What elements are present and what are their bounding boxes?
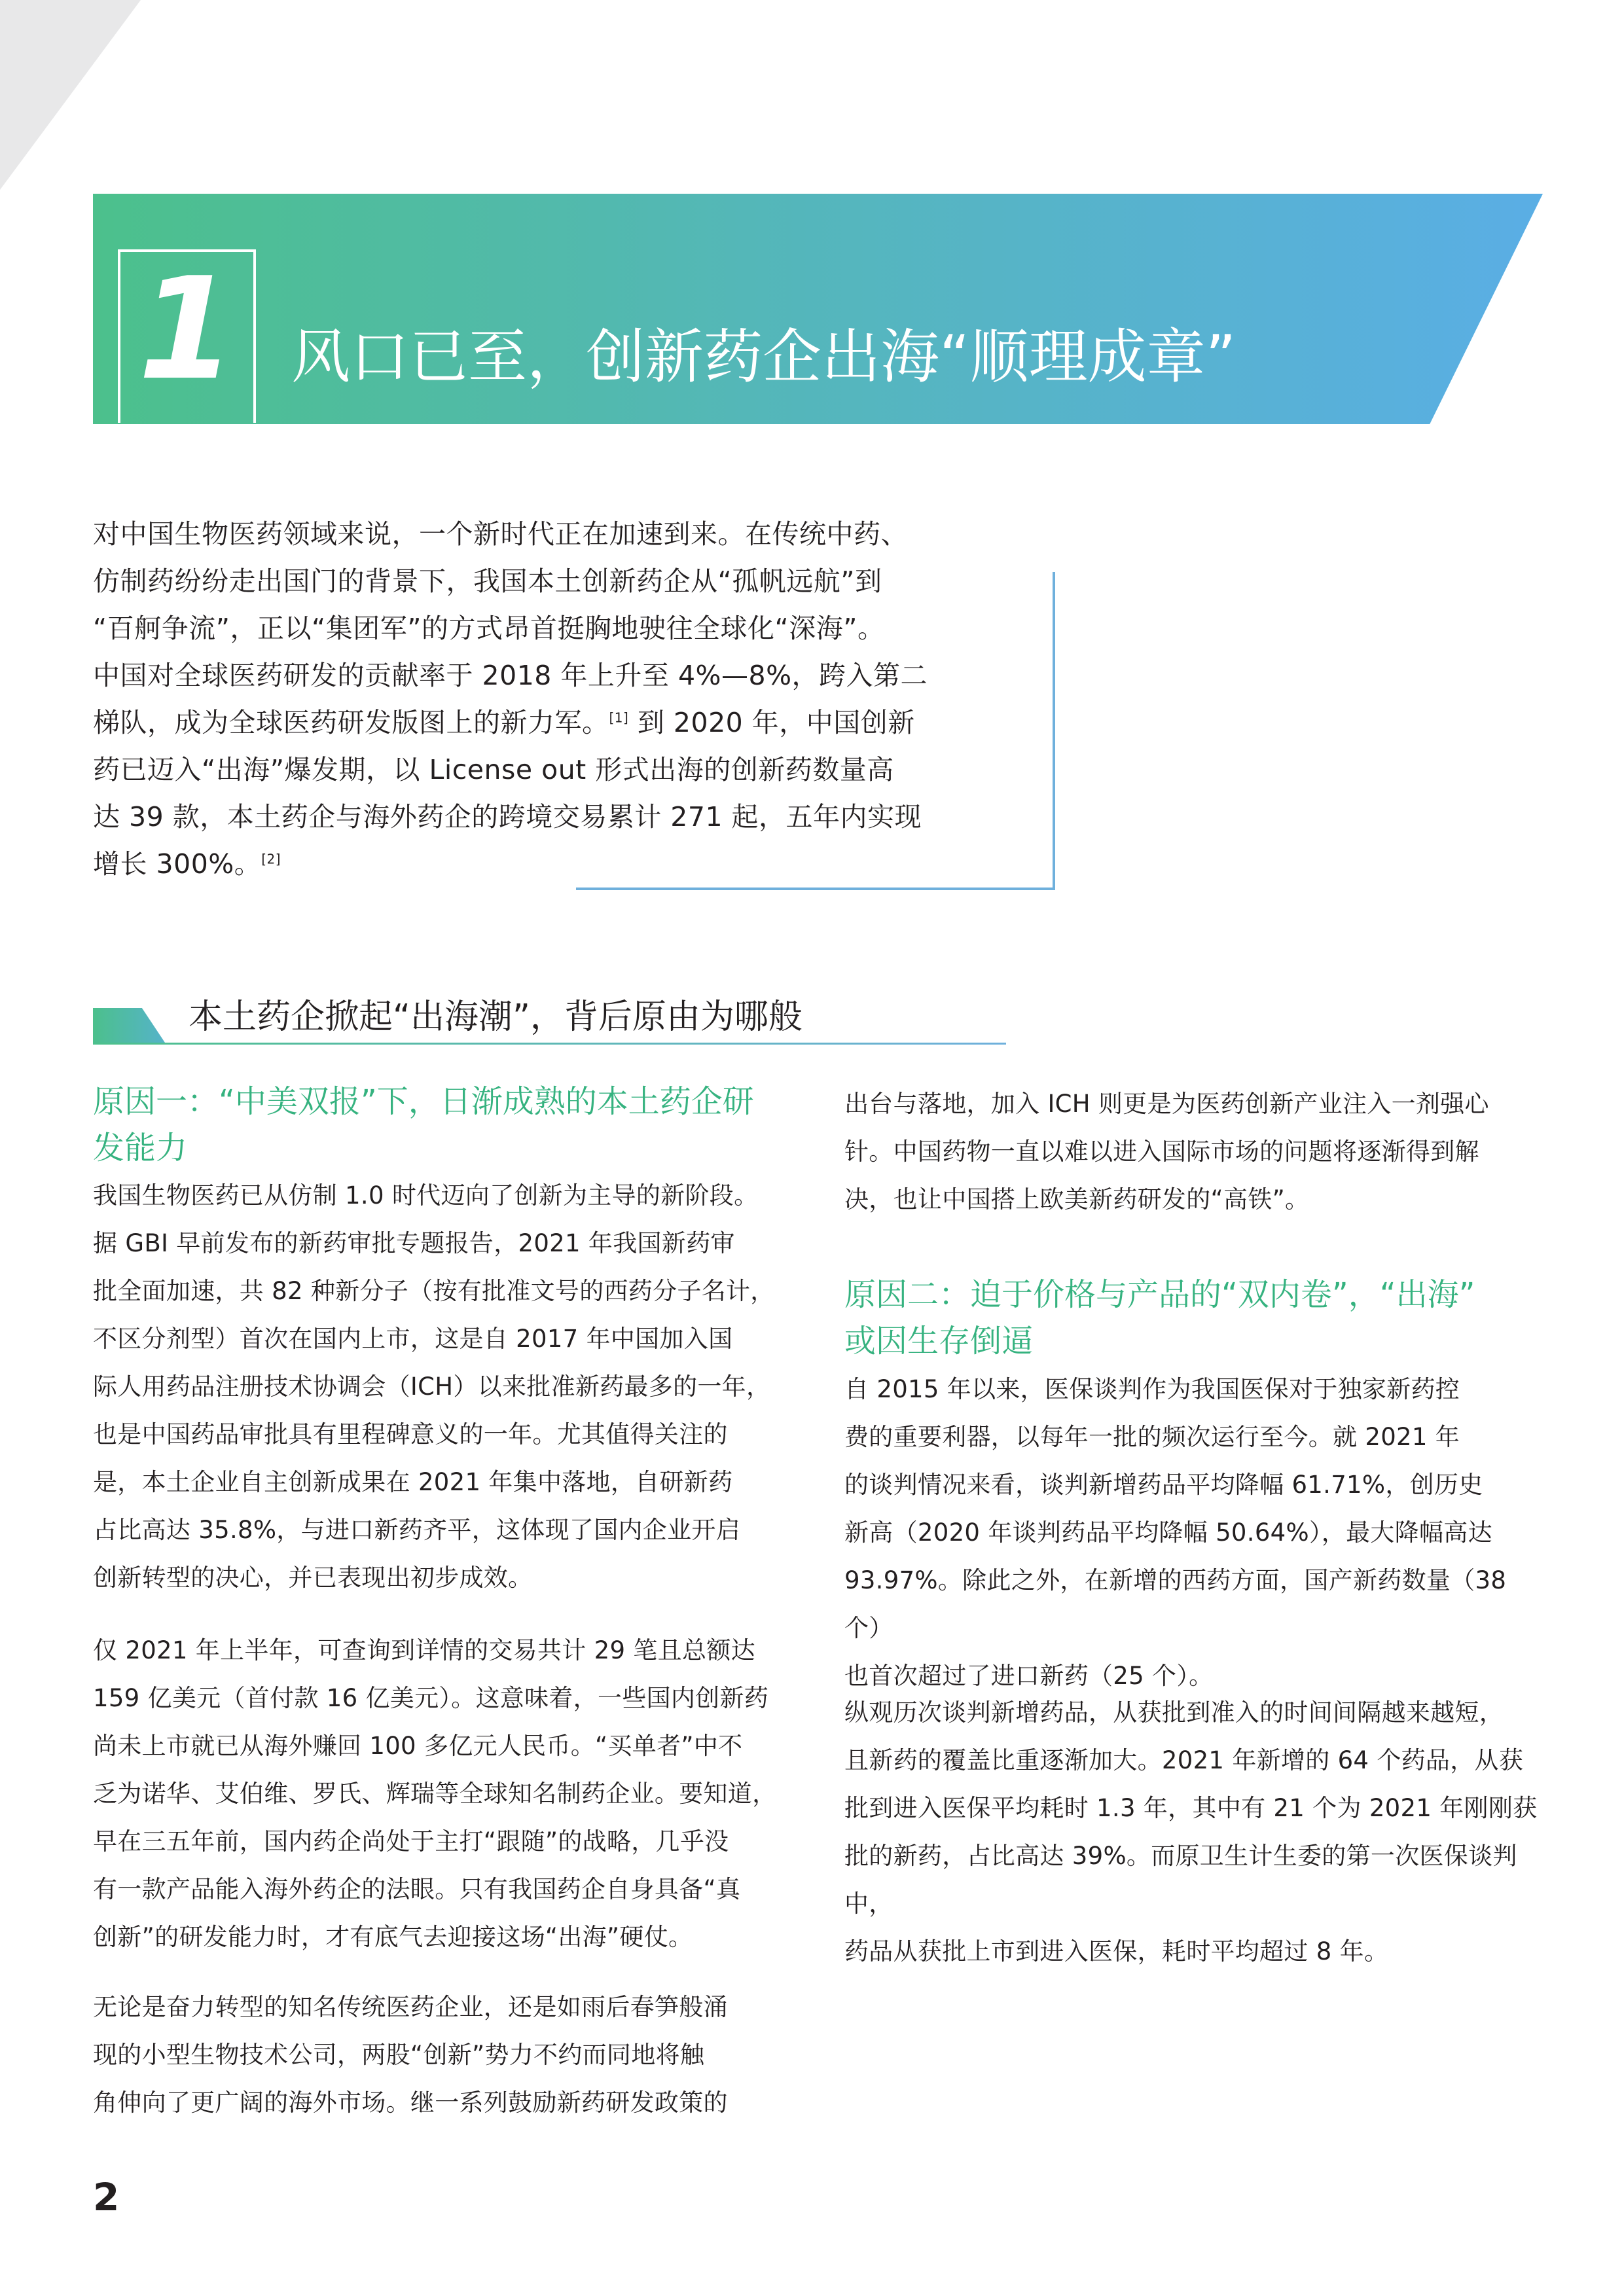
chapter-title: 风口已至，创新药企出海“顺理成章” [291,323,1236,391]
intro-ref-1: [1] [609,709,629,726]
intro-text: 对中国生物医药领域来说，一个新时代正在加速到来。在传统中药、 仿制药纷纷走出国门的背景下，我国本土创新药企从“孤帆远航”到 “百舸争流”，正以“集团军”的方式昂首挺胸地驶往全球化“深海”。 中国对全球医药研发的贡献率于 2018 年上升至 4%—8%，跨入第二 梯队，成为全球医药研发版图上的新力军。 [93,518,928,738]
intro-paragraph [93,511,1022,888]
page-number: 2 [93,2175,120,2219]
chapter-number: 1 [137,247,236,411]
left-paragraph-1: 我国生物医药已从仿制 1.0 时代迈向了创新为主导的新阶段。 据 GBI 早前发布的新药审批专题报告，2021 年我国新药审 批全面加速，共 82 种新分子（按有批准文号的西药分子名计， 不区分剂型）首次在国内上市，这是自 2017 年中国加入国 际人用药品注册技术协调会（ICH）以来批准新药最多的一年， 也是中国药品审批具有里程碑意义的一年。尤其值得关注的 是，本土企业自主创新成果在 2021 年集中落地，自研新药 占比高达 35.8%，与进口新药齐平，这体现了国内企业开启 创新转型的决心，并已表现出初步成效。 [93,1181,775,1592]
left-paragraph-3: 无论是奋力转型的知名传统医药企业，还是如雨后春笋般涌 现的小型生物技术公司，两股“创新”势力不约而同地将触 角伸向了更广阔的海外市场。继一系列鼓励新药研发政策的 [93,1993,728,2117]
subheading-reason-1: 原因一：“中美双报”下，日渐成熟的本土药企研 发能力 [93,1083,754,1166]
subheading-reason-2: 原因二：迫于价格与产品的“双内卷”，“出海” 或因生存倒逼 [844,1276,1475,1359]
section-title: 本土药企掀起“出海潮”，背后原由为哪般 [189,997,803,1037]
intro-ref-2: [2] [261,851,281,867]
section-marker [93,1008,165,1043]
corner-decoration [0,0,141,190]
left-paragraph-2: 仅 2021 年上半年，可查询到详情的交易共计 29 笔且总额达 159 亿美元（首付款 16 亿美元）。这意味着，一些国内创新药 尚未上市就已从海外赚回 100 多亿元人民币。“买单者”中不 乏为诺华、艾伯维、罗氏、辉瑞等全球知名制药企业。要知道， 早在三五年前，国内药企尚处于主打“跟随”的战略，几乎没 有一款产品能入海外药企的法眼。只有我国药企自身具备“真 创新”的研发能力时，才有底气去迎接这场“出海”硬仗。 [93,1636,777,1951]
right-paragraph-1: 自 2015 年以来，医保谈判作为我国医保对于独家新药控 费的重要利器，以每年一批的频次运行至今。就 2021 年 的谈判情况来看，谈判新增药品平均降幅 61.71%，创历史 新高（2020 年谈判药品平均降幅 50.64%），最大降幅高达 93.97%。除此之外，在新增的西药方面，国产新药数量（38 个） 也首次超过了进口新药（25 个）。 [844,1375,1507,1690]
right-paragraph-2: 纵观历次谈判新增药品，从获批到准入的时间间隔越来越短， 且新药的覆盖比重逐渐加大。2021 年新增的 64 个药品，从获 批到进入医保平均耗时 1.3 年，其中有 21 个为 2021 年刚刚获 批的新药，占比高达 39%。而原卫生计生委的第一次医保谈判中， 药品从获批上市到进入医保，耗时平均超过 8 年。 [844,1698,1538,1965]
intro-text-2: 到 2020 年，中国创新 药已迈入“出海”爆发期，以 License out 形式出海的创新药数量高 达 39 款，本土药企与海外药企的跨境交易累计 271 起，五年内实现 增长 300%。 [93,707,922,880]
right-paragraph-0: 出台与落地，加入 ICH 则更是为医药创新产业注入一剂强心 针。中国药物一直以难以进入国际市场的问题将逐渐得到解 决，也让中国搭上欧美新药研发的“高铁”。 [844,1090,1489,1213]
